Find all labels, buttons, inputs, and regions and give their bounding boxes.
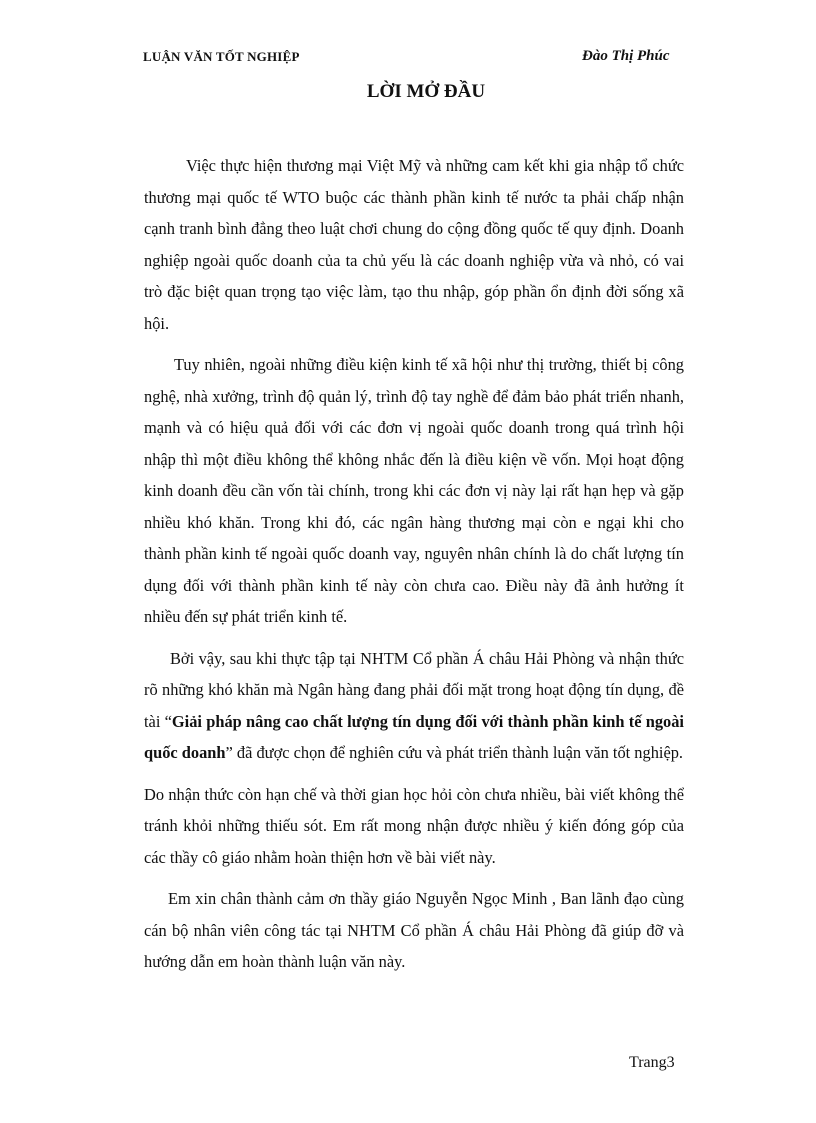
paragraph-3-text-after: ” đã được chọn để nghiên cứu và phát triển thành luận văn tốt nghiệp.: [225, 743, 684, 762]
header-thesis-label: LUẬN VĂN TỐT NGHIỆP: [143, 49, 300, 64]
page-title: LỜI MỞ ĐẦU: [366, 81, 486, 102]
paragraph-2: Tuy nhiên, ngoài những điều kiện kinh tế xã hội như thị trường, thiết bị công nghệ, nhà xưởng, trình độ quản lý, trình độ tay nghề để đảm bảo phát triển nhanh, mạnh và có hiệu quả đối với các đơn vị ngoài quốc doanh trong quá trình hội nhập thì một điều không thể không nhắc đến là điều kiện về vốn. Mọi hoạt động kinh doanh đều cần vốn tài chính, trong khi các đơn vị này lại rất hạn hẹp và gặp nhiều khó khăn. Trong khi đó, các ngân hàng thương mại còn e ngại khi cho thành phần kinh tế ngoài quốc doanh vay, nguyên nhân chính là do chất lượng tín dụng đối với thành phần kinh tế này còn chưa cao. Điều này đã ảnh hưởng ít nhiều đến sự phát triển kinh tế.: [144, 355, 684, 626]
document-body: [144, 150, 684, 988]
page-number: Trang3: [629, 1054, 675, 1071]
paragraph-3: [144, 643, 684, 769]
header-author-name: Đào Thị Phúc: [582, 48, 670, 64]
paragraph-3-text-before: Bởi vậy, sau khi thực tập tại NHTM Cổ phần Á châu Hải Phòng và nhận thức rõ những khó khăn mà Ngân hàng đang phải đối mặt trong hoạt động tín dụng, đề tài “: [144, 648, 684, 731]
paragraph-3-thesis-topic: Giải pháp nâng cao chất lượng tín dụng đối với thành phần kinh tế ngoài quốc doanh: [144, 711, 684, 762]
paragraph-4: Do nhận thức còn hạn chế và thời gian học hỏi còn chưa nhiều, bài viết không thể tránh khỏi những thiếu sót. Em rất mong nhận được nhiều ý kiến đóng góp của các thầy cô giáo nhằm hoàn thiện hơn về bài viết này.: [144, 784, 684, 867]
paragraph-5: Em xin chân thành cảm ơn thầy giáo Nguyễn Ngọc Minh , Ban lãnh đạo cùng cán bộ nhân viên công tác tại NHTM Cổ phần Á châu Hải Phòng đã giúp đỡ và hướng dẫn em hoàn thành luận văn này.: [144, 889, 684, 971]
paragraph-1: Việc thực hiện thương mại Việt Mỹ và những cam kết khi gia nhập tổ chức thương mại quốc tế WTO buộc các thành phần kinh tế nước ta phải chấp nhận cạnh tranh bình đẳng theo luật chơi chung do cộng đồng quốc tế quy định. Doanh nghiệp ngoài quốc doanh của ta chủ yếu là các doanh nghiệp vừa và nhỏ, có vai trò đặc biệt quan trọng tạo việc làm, tạo thu nhập, góp phần ổn định đời sống xã hội.: [144, 156, 684, 333]
